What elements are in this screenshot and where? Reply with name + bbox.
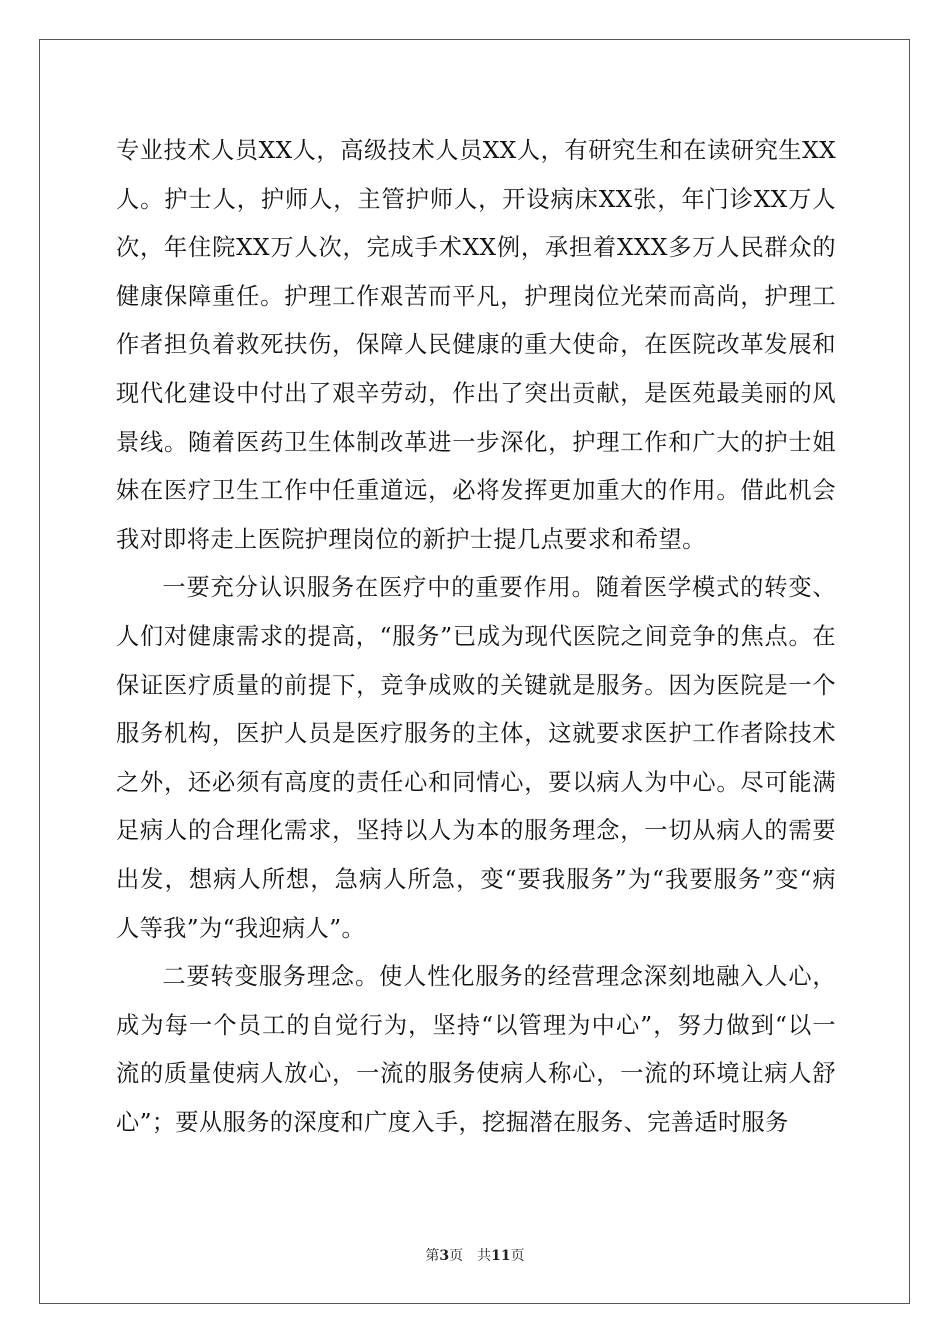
paragraph-3: 二要转变服务理念。使人性化服务的经营理念深刻地融入人心，成为每一个员工的自觉行为，坚持“以管理为中心”，努力做到“以一流的质量使病人放心，一流的服务使病人称心，一流的环境让病人舒心”；要从服务的深度和广度入手，挖掘潜在服务、完善适时服务 [116,963,836,1136]
paragraph-1: 专业技术人员XX人，高级技术人员XX人，有研究生和在读研究生XX人。护士人，护师人，主管护师人，开设病床XX张，年门诊XX万人次，年住院XX万人次，完成手术XX例，承担着XXX多万人民群众的健康保障重任。护理工作艰苦而平凡，护理岗位光荣而高尚，护理工作者担负着救死扶伤，保障人民健康的重大使命，在医院改革发展和现代化建设中付出了艰辛劳动，作出了突出贡献，是医苑最美丽的风景线。随着医药卫生体制改革进一步深化，护理工作和广大的护士姐妹在医疗卫生工作中任重道远，必将发挥更加重大的作用。借此机会我对即将走上医院护理岗位的新护士提几点要求和希望。 [116,137,836,553]
total-pages-label: 共11页 [477,1248,525,1264]
page-footer [0,1246,950,1266]
document-body [116,127,836,1147]
paragraph-2: 一要充分认识服务在医疗中的重要作用。随着医学模式的转变、人们对健康需求的提高，“服务”已成为现代医院之间竞争的焦点。在保证医疗质量的前提下，竞争成败的关键就是服务。因为医院是一个服务机构，医护人员是医疗服务的主体，这就要求医护工作者除技术之外，还必须有高度的责任心和同情心，要以病人为中心。尽可能满足病人的合理化需求，坚持以人为本的服务理念，一切从病人的需要出发，想病人所想，急病人所急，变“要我服务”为“我要服务”变“病人等我”为“我迎病人”。 [116,574,836,942]
total-page-number: 11 [491,1248,511,1264]
current-page-number: 3 [439,1248,450,1264]
page-label: 第3页 [425,1248,464,1264]
